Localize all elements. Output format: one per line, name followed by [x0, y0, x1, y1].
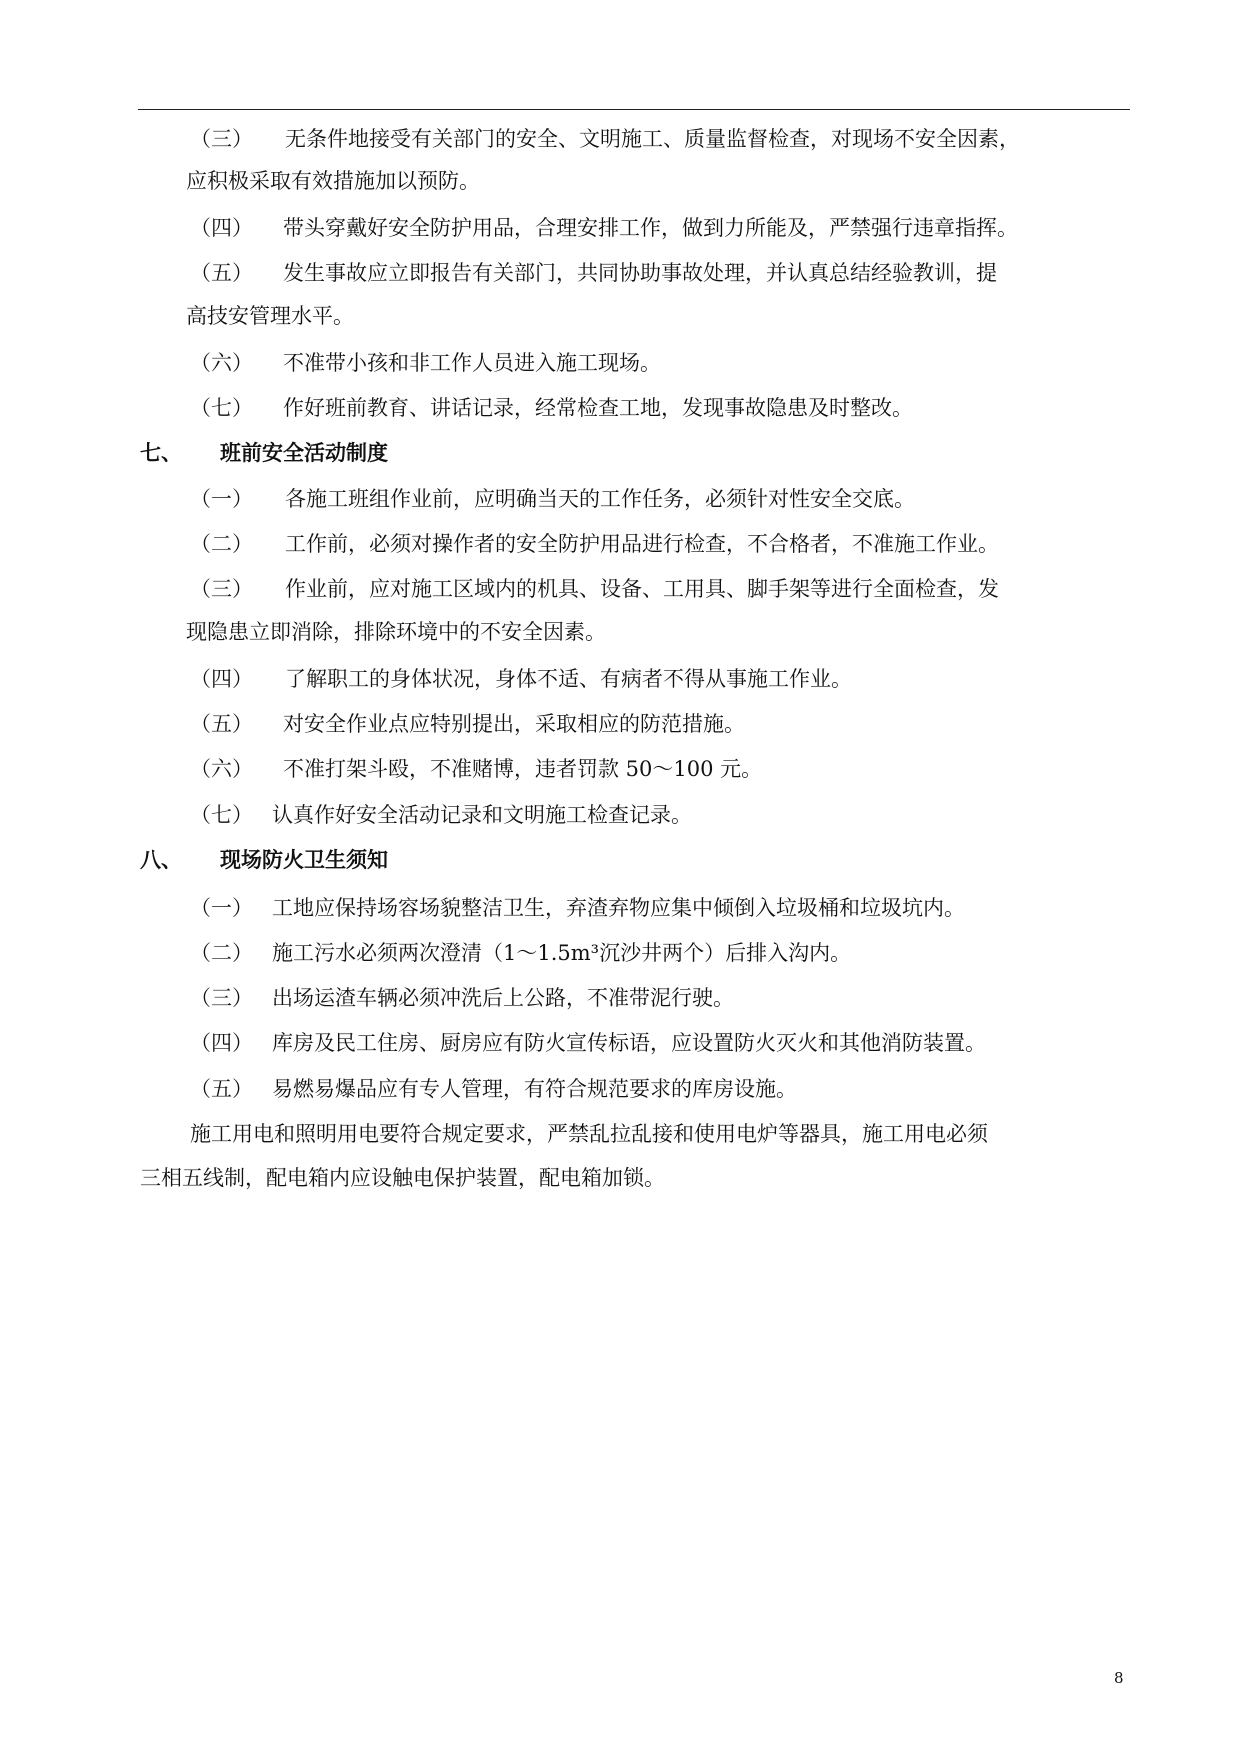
item-text: 带头穿戴好安全防护用品，合理安排工作，做到力所能及，严禁强行违章指挥。	[283, 216, 1018, 240]
item-number: （三）	[190, 986, 253, 1010]
item-text: 施工污水必须两次澄清（1～1.5m³沉沙井两个）后排入沟内。	[272, 941, 852, 965]
item-text: 现隐患立即消除，排除环境中的不安全因素。	[186, 620, 606, 644]
section7-heading	[140, 438, 388, 468]
item-number: （六）	[190, 351, 253, 375]
section7-item-7	[190, 800, 692, 830]
paragraph-text: 三相五线制，配电箱内应设触电保护装置，配电箱加锁。	[140, 1166, 665, 1190]
item-number: （四）	[190, 667, 253, 691]
item-number: （一）	[190, 896, 253, 920]
item-text: 作好班前教育、讲话记录，经常检查工地，发现事故隐患及时整改。	[283, 396, 913, 420]
item-text: 认真作好安全活动记录和文明施工检查记录。	[272, 803, 692, 827]
section-title: 现场防火卫生须知	[220, 848, 388, 872]
page-number: 8	[1114, 1669, 1124, 1687]
paragraph-text: 施工用电和照明用电要符合规定要求，严禁乱拉乱接和使用电炉等器具，施工用电必须	[190, 1122, 988, 1146]
section6-item-6	[190, 348, 661, 378]
item-text: 了解职工的身体状况，身体不适、有病者不得从事施工作业。	[285, 667, 852, 691]
item-text: 易燃易爆品应有专人管理，有符合规范要求的库房设施。	[272, 1077, 797, 1101]
section7-item-4	[190, 664, 852, 694]
item-text: 工作前，必须对操作者的安全防护用品进行检查，不合格者，不准施工作业。	[285, 532, 999, 556]
closing-paragraph-line-1	[190, 1119, 988, 1149]
section8-heading	[140, 845, 388, 875]
item-text: 出场运渣车辆必须冲洗后上公路，不准带泥行驶。	[272, 986, 734, 1010]
section6-item-7	[190, 393, 913, 423]
item-number: （六）	[190, 757, 253, 781]
section6-item-4	[190, 213, 1018, 243]
section7-item-3	[190, 574, 999, 604]
item-number: （二）	[190, 532, 253, 556]
item-number: （四）	[190, 1031, 253, 1055]
section8-item-2	[190, 938, 851, 968]
item-number: （七）	[190, 803, 253, 827]
section6-item-5-continued	[186, 301, 354, 331]
item-text: 对安全作业点应特别提出，采取相应的防范措施。	[283, 712, 745, 736]
section7-item-2	[190, 529, 999, 559]
item-number: （二）	[190, 941, 253, 965]
section-number: 七、	[140, 441, 182, 465]
section6-item-3-continued	[186, 166, 480, 196]
item-number: （五）	[190, 261, 253, 285]
item-text: 不准打架斗殴，不准赌博，违者罚款 50～100 元。	[283, 757, 763, 781]
item-number: （七）	[190, 396, 253, 420]
item-number: （五）	[190, 712, 253, 736]
item-text: 无条件地接受有关部门的安全、文明施工、质量监督检查，对现场不安全因素，	[285, 127, 1020, 151]
section-title: 班前安全活动制度	[220, 441, 388, 465]
item-text: 应积极采取有效措施加以预防。	[186, 169, 480, 193]
section6-item-5	[190, 258, 997, 288]
item-text: 各施工班组作业前，应明确当天的工作任务，必须针对性安全交底。	[285, 487, 915, 511]
item-text: 库房及民工住房、厨房应有防火宣传标语，应设置防火灭火和其他消防装置。	[272, 1031, 986, 1055]
item-text: 工地应保持场容场貌整洁卫生，弃渣弃物应集中倾倒入垃圾桶和垃圾坑内。	[272, 896, 965, 920]
section8-item-1	[190, 893, 965, 923]
section7-item-3-continued	[186, 617, 606, 647]
closing-paragraph-line-2	[140, 1163, 665, 1193]
section8-item-3	[190, 983, 734, 1013]
section-number: 八、	[140, 848, 182, 872]
item-text: 不准带小孩和非工作人员进入施工现场。	[283, 351, 661, 375]
item-number: （三）	[190, 127, 253, 151]
section7-item-6	[190, 754, 762, 784]
section7-item-5	[190, 709, 745, 739]
item-text: 作业前，应对施工区域内的机具、设备、工用具、脚手架等进行全面检查，发	[285, 577, 999, 601]
section8-item-5	[190, 1074, 797, 1104]
item-number: （五）	[190, 1077, 253, 1101]
item-number: （一）	[190, 487, 253, 511]
item-text: 发生事故应立即报告有关部门，共同协助事故处理，并认真总结经验教训，提	[283, 261, 997, 285]
section8-item-4	[190, 1028, 986, 1058]
section7-item-1	[190, 484, 915, 514]
item-number: （四）	[190, 216, 253, 240]
header-rule	[138, 109, 1130, 110]
item-number: （三）	[190, 577, 253, 601]
item-text: 高技安管理水平。	[186, 304, 354, 328]
section6-item-3	[190, 124, 1020, 154]
